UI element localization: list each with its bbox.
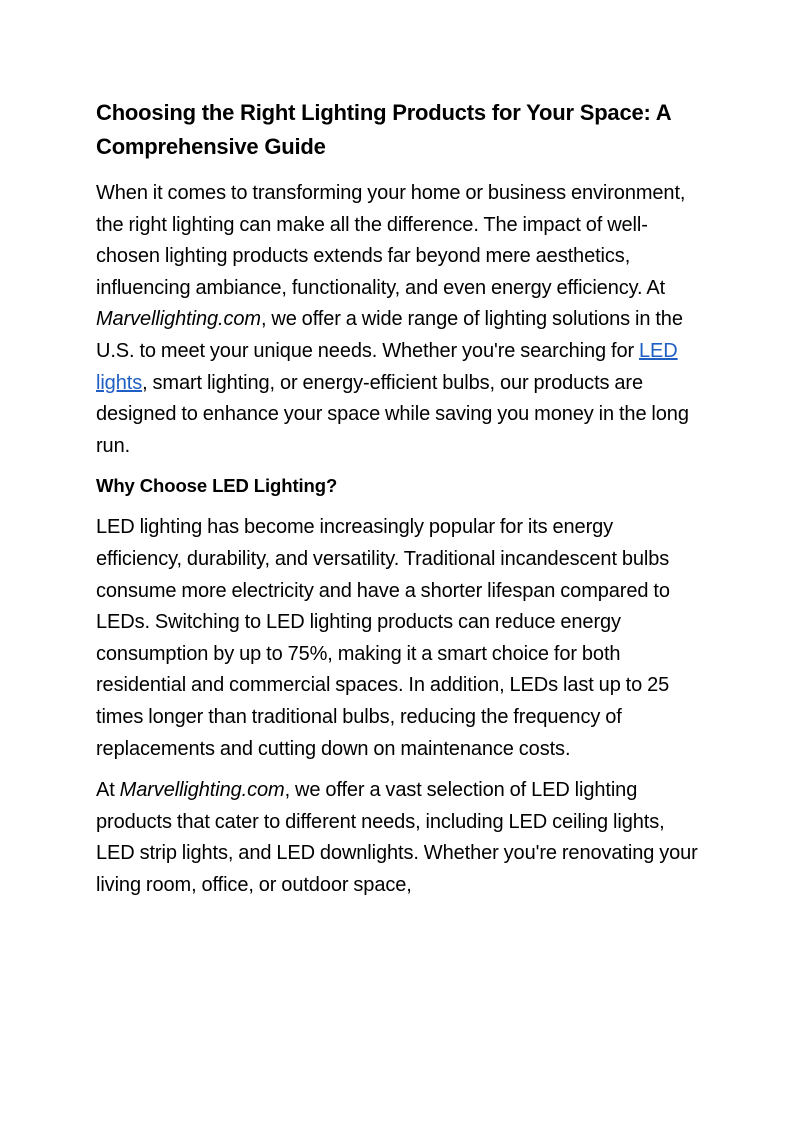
led-lights-link[interactable]: LED lights [96, 339, 678, 394]
brand-name: Marvellighting.com [96, 308, 261, 331]
led-paragraph-2-prefix: At [96, 779, 120, 802]
intro-text-1: When it comes to transforming your home or business environment, the right lighting can make all the difference. The impact of well-chosen lighting products extends far beyond mere aesthetics, influencing ambiance, functionality, and even energy efficiency. At [96, 182, 686, 299]
led-paragraph-1: LED lighting has become increasingly popular for its energy efficiency, durability, and versatility. Traditional incandescent bulbs consume more electricity and have a shorter lifespan compared to LEDs. Switching to LED lighting products can reduce energy consumption by up to 75%, making it a smart choice for both residential and commercial spaces. In addition, LEDs last up to 25 times longer than traditional bulbs, reducing the frequency of replacements and cutting down on maintenance costs. [96, 516, 670, 760]
intro-text-2: , we offer a wide range of lighting solutions in the U.S. to meet your unique needs. Whether you're searching for [96, 308, 683, 362]
section-heading-led: Why Choose LED Lighting? [96, 475, 338, 497]
intro-paragraph [96, 178, 698, 462]
page-title: Choosing the Right Lighting Products for Your Space: A Comprehensive Guide [96, 100, 671, 159]
intro-text-3: , smart lighting, or energy-efficient bulbs, our products are designed to enhance your space while saving you money in the long run. [96, 371, 689, 457]
led-paragraph-2-text: , we offer a vast selection of LED lighting products that cater to different needs, including LED ceiling lights, LED strip lights, and LED downlights. Whether you're renovating your living room, office, or outdoor space, [96, 779, 698, 896]
document-page [96, 96, 698, 911]
brand-name-2: Marvellighting.com [119, 779, 285, 802]
led-paragraph-2 [96, 775, 698, 901]
